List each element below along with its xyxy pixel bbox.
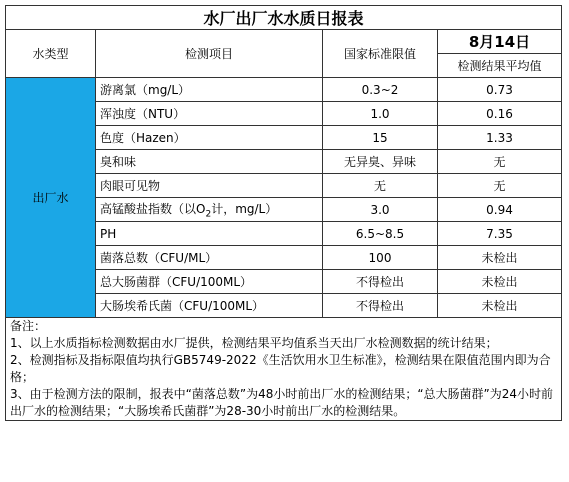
standard-cell: 1.0 [323,102,438,126]
value-cell: 未检出 [438,294,562,318]
water-quality-report-table [5,5,562,421]
item-cell: 浑浊度（NTU） [96,102,323,126]
item-cell: 游离氯（mg/L） [96,78,323,102]
standard-cell: 15 [323,126,438,150]
standard-cell: 无异臭、异味 [323,150,438,174]
value-cell: 0.16 [438,102,562,126]
standard-cell: 0.3~2 [323,78,438,102]
notes-section [6,318,562,421]
item-text-pre: 高锰酸盐指数（以O [100,201,206,216]
header-standard: 国家标准限值 [323,30,438,78]
note-item: 2、检测指标及指标限值均执行GB5749-2022《生活饮用水卫生标准》，检测结果在限值范围内即为合格； [10,353,551,384]
header-item: 检测项目 [96,30,323,78]
item-cell: 大肠埃希氏菌（CFU/100ML） [96,294,323,318]
report-title: 水厂出厂水水质日报表 [6,6,562,30]
value-cell: 无 [438,174,562,198]
value-cell: 0.73 [438,78,562,102]
table-row [6,78,562,102]
water-type-cell: 出厂水 [6,78,96,318]
note-item: 1、以上水质指标检测数据由水厂提供，检测结果平均值系当天出厂水检测数据的统计结果； [10,336,498,350]
header-average: 检测结果平均值 [438,54,562,78]
value-cell: 7.35 [438,222,562,246]
header-water-type: 水类型 [6,30,96,78]
item-subscript: 2 [205,209,212,220]
standard-cell: 6.5~8.5 [323,222,438,246]
value-cell: 未检出 [438,246,562,270]
standard-cell: 不得检出 [323,270,438,294]
item-cell: PH [96,222,323,246]
standard-cell: 100 [323,246,438,270]
value-cell: 1.33 [438,126,562,150]
standard-cell: 3.0 [323,198,438,222]
item-cell [96,198,323,222]
item-cell: 色度（Hazen） [96,126,323,150]
note-item: 3、由于检测方法的限制，报表中“菌落总数”为48小时前出厂水的检测结果；“总大肠菌群”为24小时前出厂水的检测结果；“大肠埃希氏菌群”为28-30小时前出厂水的检测结果。 [10,387,554,418]
item-cell: 肉眼可见物 [96,174,323,198]
item-cell: 臭和味 [96,150,323,174]
item-text-post: 计，mg/L） [211,201,278,216]
item-cell: 菌落总数（CFU/ML） [96,246,323,270]
value-cell: 0.94 [438,198,562,222]
item-cell: 总大肠菌群（CFU/100ML） [96,270,323,294]
standard-cell: 不得检出 [323,294,438,318]
header-date: 8月14日 [438,30,562,54]
value-cell: 未检出 [438,270,562,294]
notes-heading: 备注： [10,319,47,333]
standard-cell: 无 [323,174,438,198]
value-cell: 无 [438,150,562,174]
